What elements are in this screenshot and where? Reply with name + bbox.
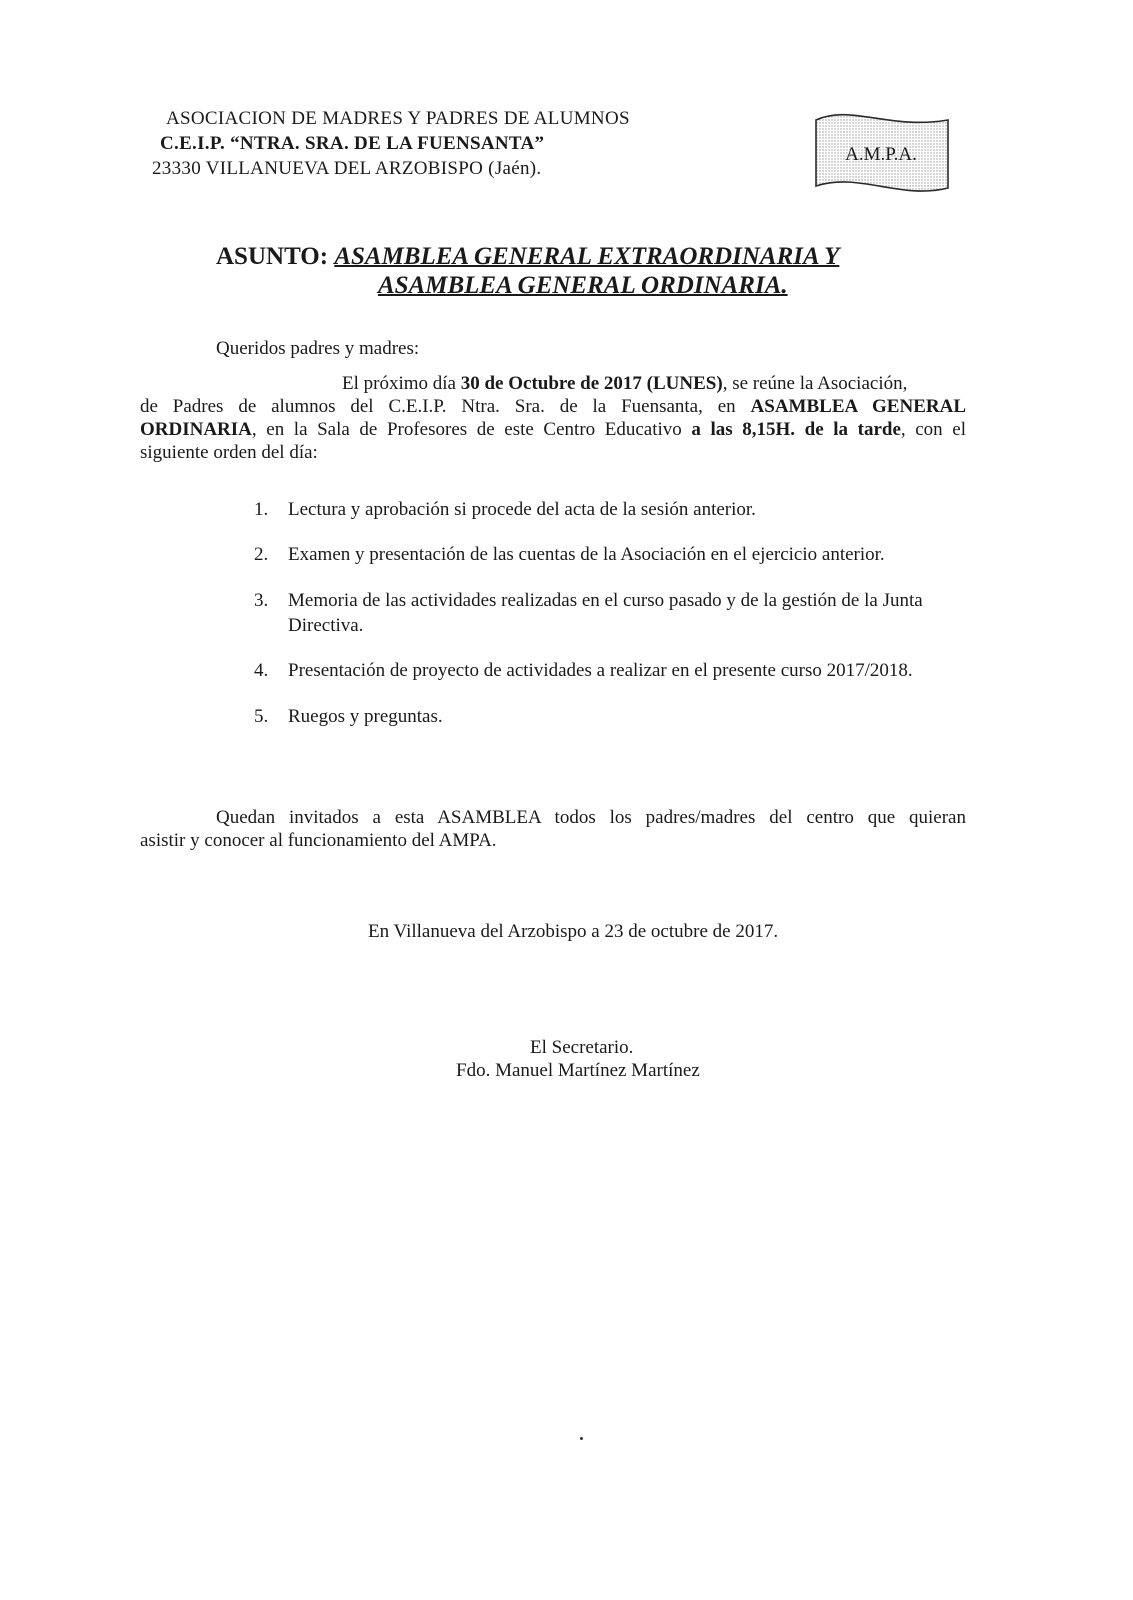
school-address: 23330 VILLANUEVA DEL ARZOBISPO (Jaén). xyxy=(152,158,542,179)
signature-name: Fdo. Manuel Martínez Martínez xyxy=(456,1060,700,1081)
paragraph1-text: , en la Sala de Profesores de este Centro Educativo xyxy=(251,419,692,440)
agenda-text: Examen y presentación de las cuentas de la Asociación en el ejercicio anterior. xyxy=(288,544,885,565)
paragraph1-text: , con el xyxy=(900,419,966,440)
paragraph1-text: El próximo día xyxy=(342,373,461,394)
subject-title-1: ASAMBLEA GENERAL EXTRAORDINARIA Y xyxy=(334,243,840,270)
subject-line-2 xyxy=(378,272,788,300)
place-date: En Villanueva del Arzobispo a 23 de octubre de 2017. xyxy=(368,921,779,942)
assembly-type-2: ORDINARIA xyxy=(140,419,252,440)
association-name: ASOCIACION DE MADRES Y PADRES DE ALUMNOS xyxy=(166,108,630,129)
paragraph1-text: de Padres de alumnos del C.E.I.P. Ntra. Sra. de la Fuensanta, en xyxy=(140,396,751,417)
ampa-logo xyxy=(810,110,952,200)
paragraph1-line1 xyxy=(342,372,907,395)
agenda-number: 2. xyxy=(254,544,269,565)
assembly-type-1: ASAMBLEA GENERAL xyxy=(750,396,966,417)
invitation-line2: asistir y conocer al funcionamiento del AMPA. xyxy=(140,830,497,851)
agenda-number: 4. xyxy=(254,660,269,681)
paragraph1-line3 xyxy=(140,418,966,441)
agenda-number: 3. xyxy=(254,590,269,611)
agenda-text: Ruegos y preguntas. xyxy=(288,706,443,727)
agenda-text: Presentación de proyecto de actividades a realizar en el presente curso 2017/2018. xyxy=(288,660,913,681)
agenda-number: 5. xyxy=(254,706,269,727)
greeting: Queridos padres y madres: xyxy=(216,338,420,359)
agenda-number: 1. xyxy=(254,499,269,520)
subject-title-2: ASAMBLEA GENERAL ORDINARIA. xyxy=(378,272,788,299)
meeting-date: 30 de Octubre de 2017 (LUNES) xyxy=(460,373,723,394)
school-name: C.E.I.P. “NTRA. SRA. DE LA FUENSANTA” xyxy=(160,133,545,154)
invitation-line1: Quedan invitados a esta ASAMBLEA todos los padres/madres del centro que quieran xyxy=(216,807,966,828)
agenda-text: Memoria de las actividades realizadas en el curso pasado y de la gestión de la Junta Directiva. xyxy=(288,590,923,636)
subject-label: ASUNTO: xyxy=(216,243,335,270)
paragraph1-line4: siguiente orden del día: xyxy=(140,442,318,463)
paragraph1-text: , se reúne la Asociación, xyxy=(722,373,908,394)
scan-speck xyxy=(580,1437,583,1440)
meeting-time: a las 8,15H. de la tarde xyxy=(691,419,901,440)
ampa-logo-text: A.M.P.A. xyxy=(845,144,917,165)
paragraph1-line2 xyxy=(140,395,966,418)
invitation-paragraph xyxy=(140,806,966,852)
subject-line-1 xyxy=(216,243,839,271)
agenda-text: Lectura y aprobación si procede del acta de la sesión anterior. xyxy=(288,499,756,520)
signature-role: El Secretario. xyxy=(530,1037,634,1058)
paragraph1-body xyxy=(140,395,966,464)
